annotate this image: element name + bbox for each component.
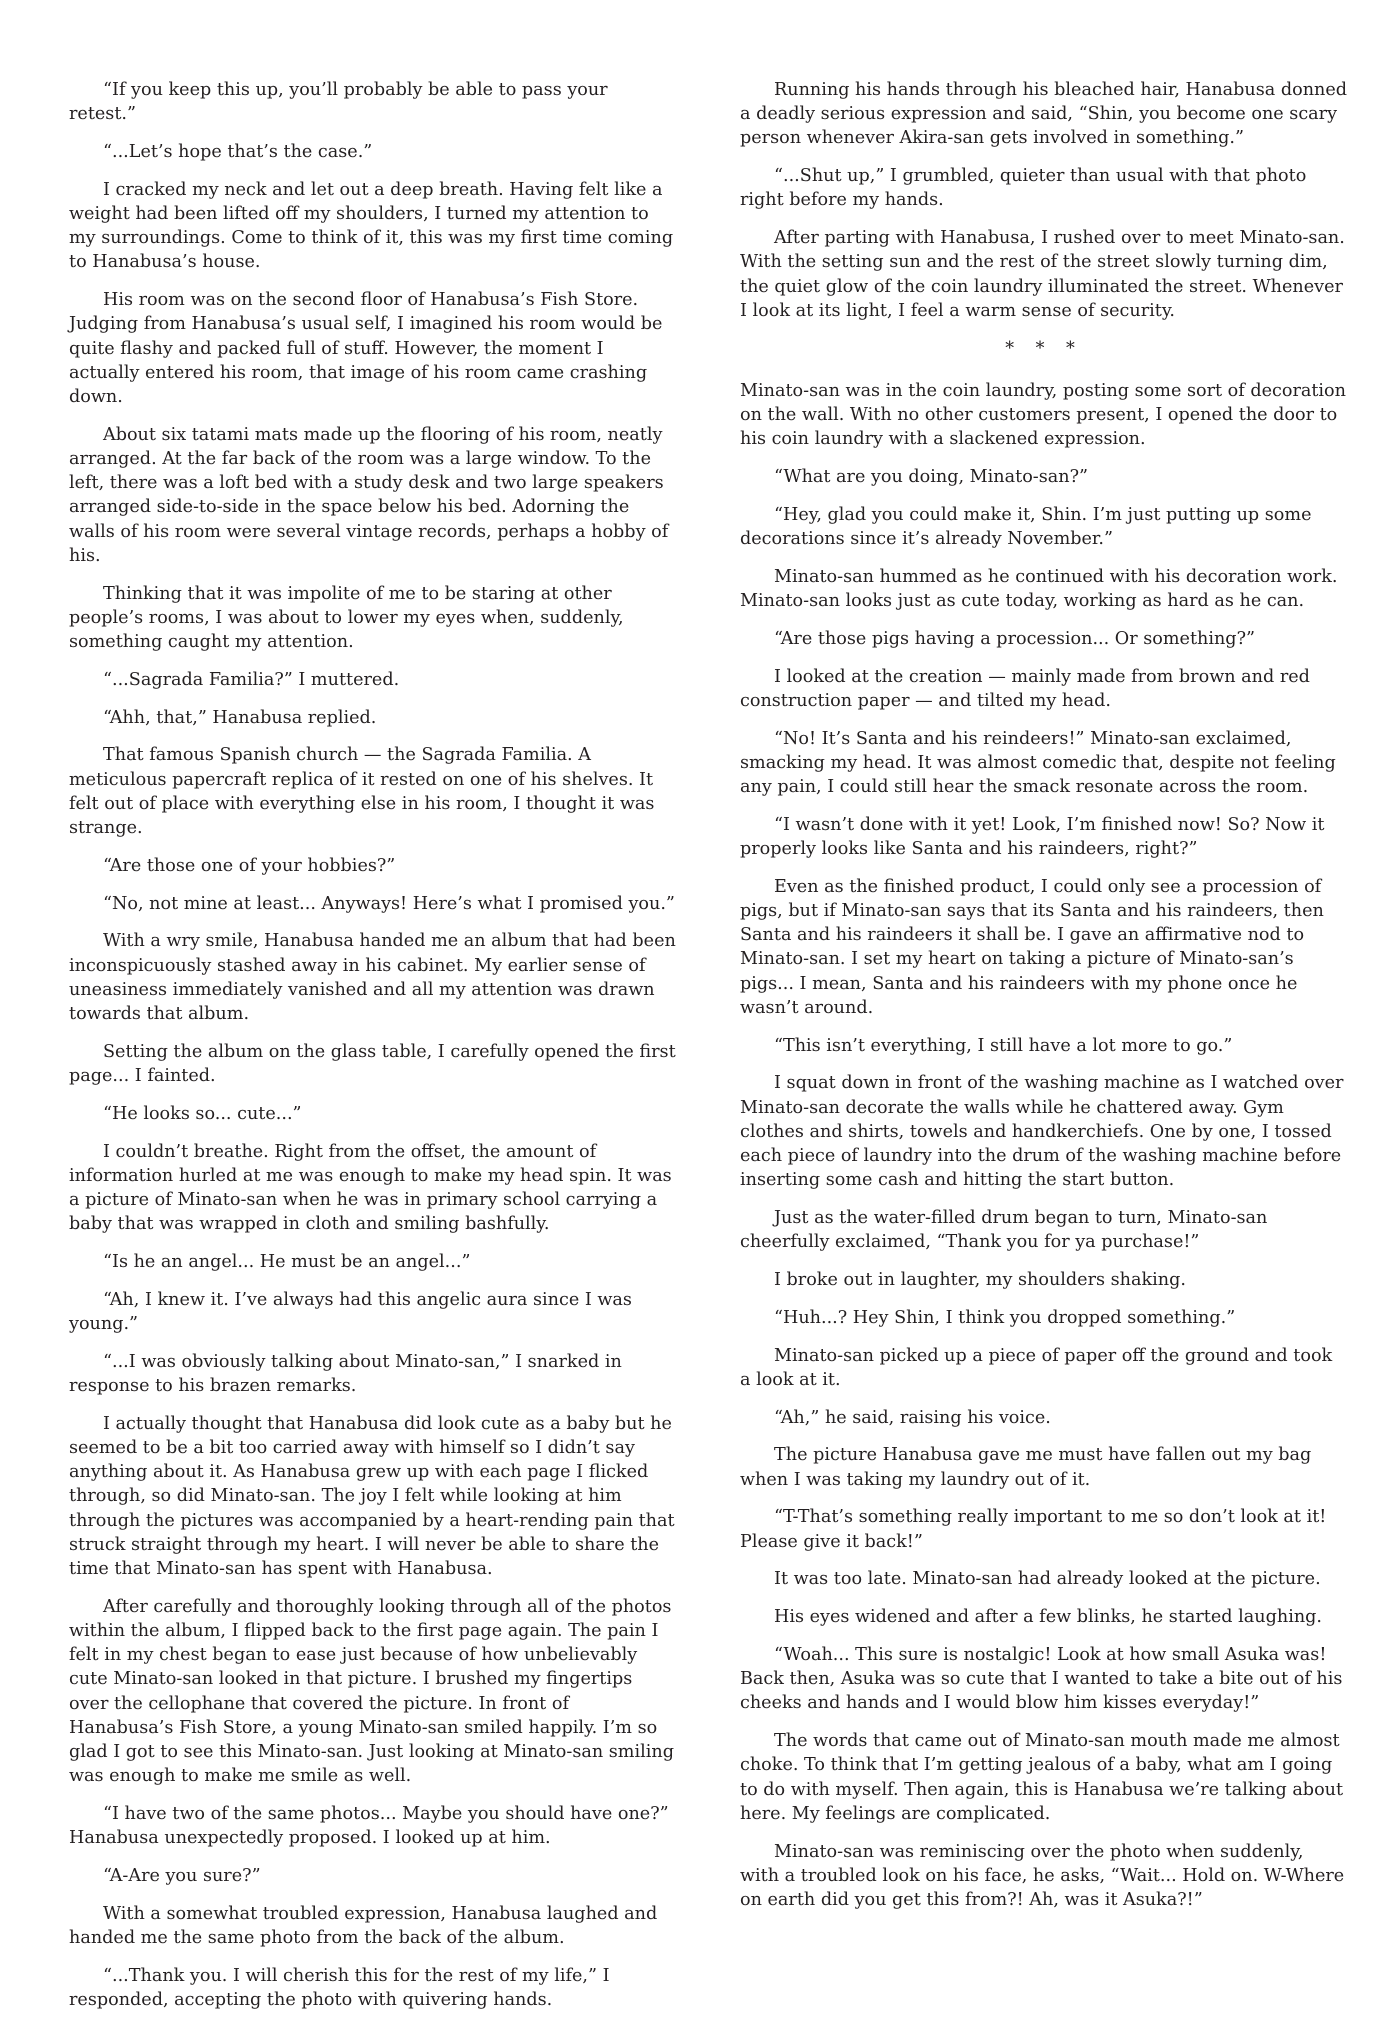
paragraph: “If you keep this up, you’ll probably be able to pass your retest.”: [69, 80, 608, 125]
paragraph: “...Sagrada Familia?” I muttered.: [103, 669, 400, 690]
paragraph: I squat down in front of the washing machine as I watched over Minato-san decorate the walls while he chattered away. Gym clothes and shirts, towels and handkerchiefs. One by one, I tossed each piece of laundry into the drum of the washing machine before inserting some cash and hitting the start button.: [740, 1073, 1344, 1191]
paragraph: “I have two of the same photos... Maybe you should have one?” Hanabusa unexpectedly proposed. I looked up at him.: [69, 1804, 669, 1849]
paragraph: “What are you doing, Minato-san?”: [774, 467, 1089, 488]
paragraph: “No! It’s Santa and his reindeers!” Minato-san exclaimed, smacking my head. It was almost comedic that, despite not feeling any pain, I could still hear the smack resonate across the room.: [740, 728, 1336, 798]
paragraph: “I wasn’t done with it yet! Look, I’m finished now! So? Now it properly looks like Santa and his raindeers, right?”: [740, 814, 1325, 860]
paragraph: After carefully and thoroughly looking through all of the photos within the album, I flipped back to the first page again. The pain I felt in my chest began to ease just because of how unbelievably cute Minato-san looked in that picture. I brushed my fingertips over the cellophane that covered the picture. In front of Hanabusa’s Fish Store, a young Minato-san smiled happily. I’m so glad I got to see this Minato-san. Just looking at Minato-san smiling was enough to make me smile as well.: [69, 1596, 674, 1787]
left-text-column: [69, 78, 677, 2026]
paragraph: With a somewhat troubled expression, Hanabusa laughed and handed me the same photo from the back of the album.: [69, 1903, 658, 1949]
paragraph: “Are those pigs having a procession... Or something?”: [774, 628, 1256, 649]
paragraph: “Woah... This sure is nostalgic! Look at how small Asuka was! Back then, Asuka was so cute that I wanted to take a bite out of his cheeks and hands and I would blow him kisses everyday!”: [740, 1645, 1343, 1714]
paragraph: Just as the water-filled drum began to turn, Minato-san cheerfully exclaimed, “Thank you for ya purchase!”: [740, 1208, 1268, 1253]
paragraph: Minato-san picked up a piece of paper off the ground and took a look at it.: [740, 1345, 1333, 1390]
paragraph: “He looks so... cute...”: [103, 1103, 302, 1124]
paragraph: “Are those one of your hobbies?”: [103, 855, 396, 876]
right-text-column: [740, 78, 1348, 1926]
paragraph: I looked at the creation — mainly made from brown and red construction paper — and tilted my head.: [740, 666, 1310, 711]
paragraph: His room was on the second floor of Hanabusa’s Fish Store. Judging from Hanabusa’s usual self, I imagined his room would be quite flashy and packed full of stuff. However, the moment I actually entered his room, that image of his room came crashing down.: [69, 290, 663, 408]
scene-break: * * *: [1005, 338, 1083, 359]
paragraph: I actually thought that Hanabusa did look cute as a baby but he seemed to be a bit too carried away with himself so I didn’t say anything about it. As Hanabusa grew up with each page I flicked through, so did Minato-san. The joy I felt while looking at him through the pictures was accompanied by a heart-rending pain that struck straight through my heart. I will never be able to share the time that Minato-san has spent with Hanabusa.: [69, 1413, 675, 1580]
paragraph: About six tatami mats made up the flooring of his room, neatly arranged. At the far back of the room was a large window. To the left, there was a loft bed with a study desk and two large speakers arranged side-to-side in the space below his bed. Adorning the walls of his room were several vintage records, perhaps a hobby of his.: [69, 424, 669, 566]
paragraph: The picture Hanabusa gave me must have fallen out my bag when I was taking my laundry out of it.: [740, 1445, 1312, 1490]
paragraph: “T-That’s something really important to me so don’t look at it! Please give it back!”: [740, 1507, 1327, 1552]
paragraph: I broke out in laughter, my shoulders shaking.: [774, 1270, 1186, 1291]
paragraph: That famous Spanish church — the Sagrada Familia. A meticulous papercraft replica of it rested on one of his shelves. It felt out of place with everything else in his room, I thought it was strange.: [69, 745, 655, 839]
paragraph: Even as the finished product, I could only see a procession of pigs, but if Minato-san says that its Santa and his raindeers, then Santa and his raindeers it shall be. I gave an affirmative nod to Minato-san. I set my heart on taking a picture of Minato-san’s pigs... I mean, Santa and his raindeers with my phone once he wasn’t around.: [740, 876, 1324, 1018]
paragraph: “Ah, I knew it. I’ve always had this angelic aura since I was young.”: [69, 1289, 632, 1335]
paragraph: “This isn’t everything, I still have a lot more to go.”: [774, 1035, 1233, 1056]
paragraph: “Hey, glad you could make it, Shin. I’m just putting up some decorations since it’s already November.”: [740, 504, 1312, 550]
paragraph: “...I was obviously talking about Minato-san,” I snarked in response to his brazen remarks.: [69, 1351, 622, 1397]
paragraph: “Ah,” he said, raising his voice.: [774, 1407, 1051, 1428]
paragraph: “Is he an angel... He must be an angel...”: [103, 1252, 471, 1273]
paragraph: “Ahh, that,” Hanabusa replied.: [103, 707, 377, 728]
paragraph: After parting with Hanabusa, I rushed over to meet Minato-san. With the setting sun and the rest of the street slowly turning dim, the quiet glow of the coin laundry illuminated the street. Whenever I look at its light, I feel a warm sense of security.: [740, 228, 1345, 321]
paragraph: His eyes widened and after a few blinks, he started laughing.: [774, 1607, 1323, 1628]
paragraph: With a wry smile, Hanabusa handed me an album that had been inconspicuously stashed away in his cabinet. My earlier sense of uneasiness immediately vanished and all my attention was drawn towards that album.: [69, 931, 676, 1025]
paragraph: The words that came out of Minato-san mouth made me almost choke. To think that I’m getting jealous of a baby, what am I going to do with myself. Then again, this is Hanabusa we’re talking about here. My feelings are complicated.: [740, 1731, 1344, 1824]
paragraph: Running his hands through his bleached hair, Hanabusa donned a deadly serious expression and said, “Shin, you become one scary person whenever Akira-san gets involved in something.”: [740, 80, 1348, 149]
paragraph: Minato-san was reminiscing over the photo when suddenly, with a troubled look on his face, he asks, “Wait... Hold on. W-Where on earth did you get this from?! Ah, was it Asuka?!”: [740, 1841, 1345, 1911]
paragraph: It was too late. Minato-san had already looked at the picture.: [774, 1569, 1321, 1590]
paragraph: I couldn’t breathe. Right from the offset, the amount of information hurled at me was enough to make my head spin. It was a picture of Minato-san when he was in primary school carrying a baby that was wrapped in cloth and smiling bashfully.: [69, 1141, 672, 1235]
paragraph: “...Thank you. I will cherish this for the rest of my life,” I responded, accepting the photo with quivering hands.: [69, 1965, 610, 2011]
paragraph: Minato-san was in the coin laundry, posting some sort of decoration on the wall. With no other customers present, I opened the door to his coin laundry with a slackened expression.: [740, 380, 1346, 450]
paragraph: Minato-san hummed as he continued with his decoration work. Minato-san looks just as cute today, working as hard as he can.: [740, 566, 1338, 612]
paragraph: “No, not mine at least... Anyways! Here’s what I promised you.”: [103, 893, 675, 914]
paragraph: “Huh...? Hey Shin, I think you dropped something.”: [774, 1307, 1236, 1328]
paragraph: “...Let’s hope that’s the case.”: [103, 142, 373, 162]
paragraph: “...Shut up,” I grumbled, quieter than usual with that photo right before my hands.: [740, 166, 1307, 211]
paragraph: Thinking that it was impolite of me to be staring at other people’s rooms, I was about to lower my eyes when, suddenly, something caught my attention.: [69, 583, 624, 653]
paragraph: Setting the album on the glass table, I carefully opened the first page... I fainted.: [69, 1041, 676, 1087]
paragraph: I cracked my neck and let out a deep breath. Having felt like a weight had been lifted off my shoulders, I turned my attention to my surroundings. Come to think of it, this was my first time coming to Hanabusa’s house.: [69, 179, 674, 273]
paragraph: “A-Are you sure?”: [103, 1866, 261, 1887]
